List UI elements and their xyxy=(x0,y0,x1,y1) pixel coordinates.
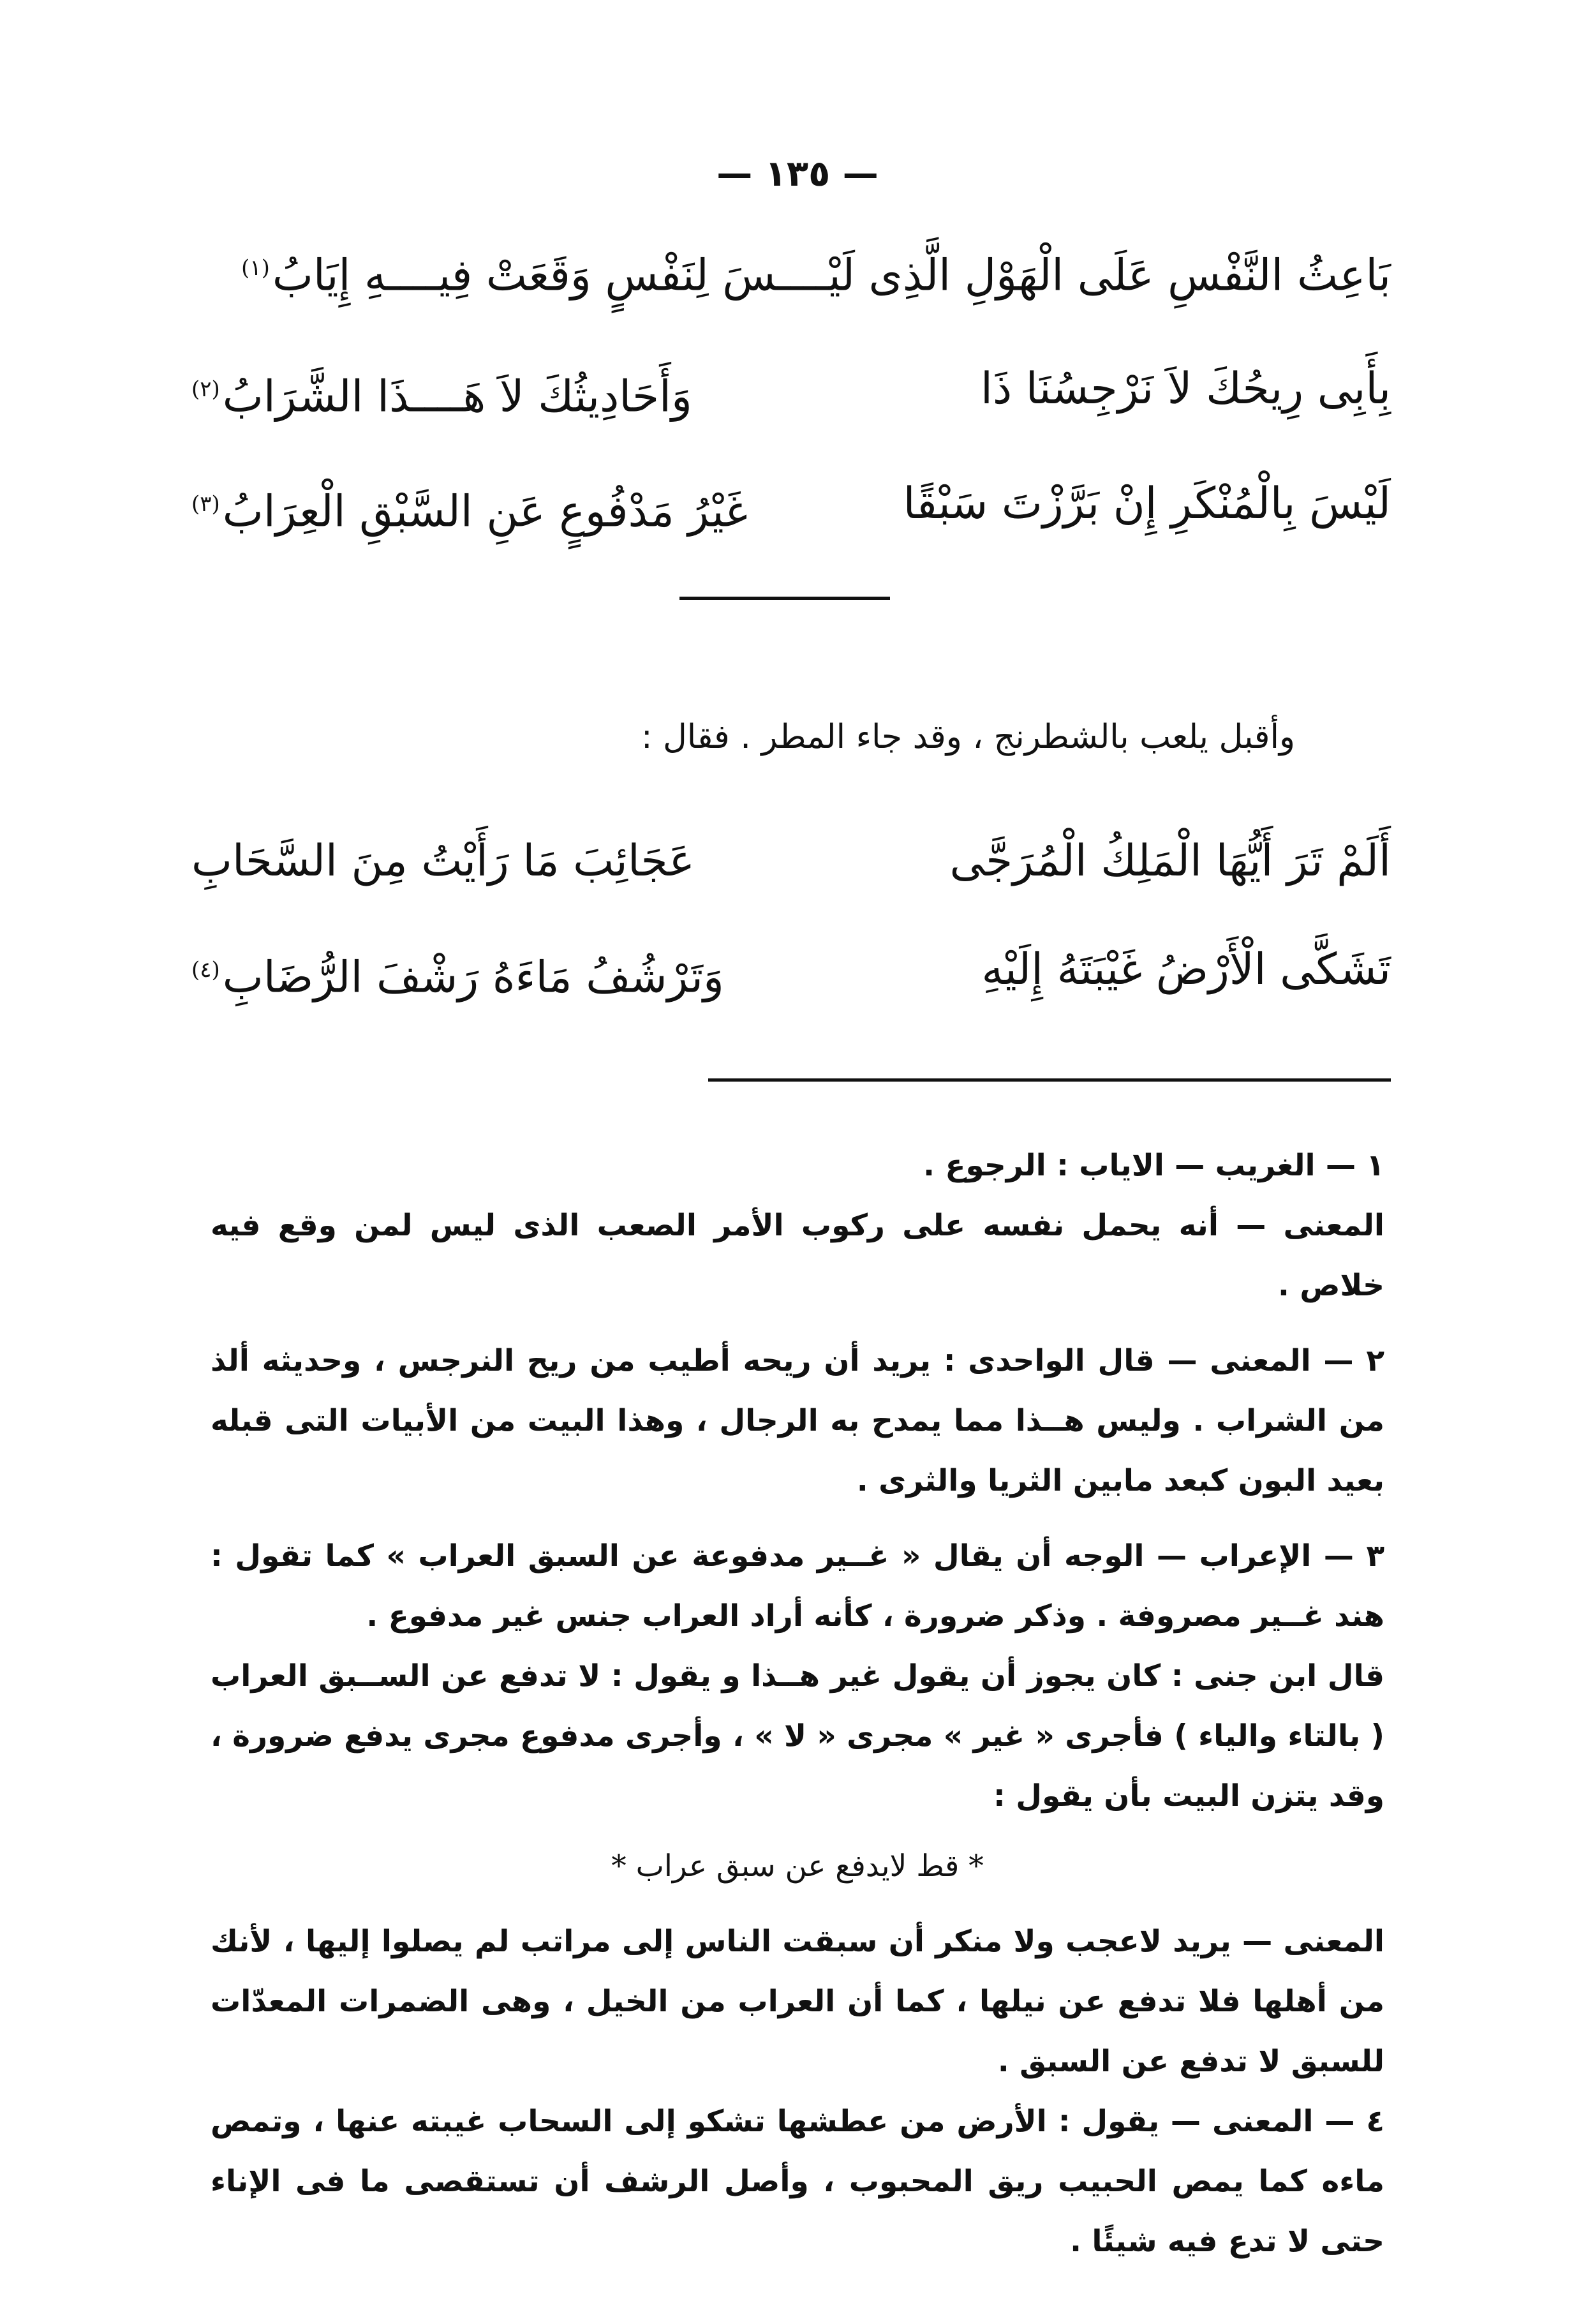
footnote-marker: (٣) xyxy=(191,491,220,517)
footnote-marker: (٢) xyxy=(191,376,220,402)
footnote-3-ibn-jinni: قال ابن جنى : كان يجوز أن يقول غير هــذا و يقول : لا تدفع عن الســبق العراب ( بالتاء والياء ) فأجرى « غير » مجرى « لا » ، وأجرى مدفوع مجرى يدفع ضرورة ، وقد يتزن البيت بأن يقول : xyxy=(211,1658,1384,1814)
verse-line xyxy=(191,230,1391,306)
quoted-hemistich: * قط لايدفع عن سبق عراب * xyxy=(611,1849,984,1884)
verse-second-hemistich-text: وَأَحَادِيثُكَ لاَ هَــــذَا الشَّرَابُ xyxy=(222,371,692,422)
verse-second-hemistich: عَجَائِبَ مَا رَأَيْتُ مِنَ السَّحَابِ xyxy=(191,836,695,886)
page-number: — ١٣٥ — xyxy=(716,153,879,195)
verse-first-hemistich: بِأَبِى رِيحُكَ لاَ نَرْجِسُنَا ذَا xyxy=(980,364,1391,414)
verse-line xyxy=(191,466,1391,542)
verse-line xyxy=(191,932,1391,1008)
footnote-marker: (١) xyxy=(241,255,270,281)
footnote-1-gloss: ١ — الغريب — الاياب : الرجوع . xyxy=(923,1148,1384,1183)
footnote-3-meaning: المعنى — يريد لاعجب ولا منكر أن سبقت الناس إلى مراتب لم يصلوا إليها ، لأنك من أهلها فلا تدفع عن نيلها ، كما أن العراب من الخيل ، وهى الضمرات المعدّات للسبق لا تدفع عن السبق . xyxy=(211,1924,1384,2079)
verse-second-hemistich xyxy=(191,351,692,436)
poem-block-2 xyxy=(191,823,1391,1027)
verse-second-hemistich xyxy=(191,932,724,1017)
verse-first-hemistich: لَيْسَ بِالْمُنْكَرِ إِنْ بَرَّزْتَ سَبْقًا xyxy=(903,479,1391,529)
footnote-3: ٣ — الإعراب — الوجه أن يقال « غــير مدفوعة عن السبق العراب » كما تقول : هند غــير مصروفة . وذكر ضرورة ، كأنه أراد العراب جنس غير مدفوع . xyxy=(211,1538,1384,1634)
verse-second-hemistich-text: غَيْرُ مَدْفُوعٍ عَنِ السَّبْقِ الْعِرَابُ xyxy=(222,486,748,537)
footnote-marker: (٤) xyxy=(191,957,220,983)
footnote-2: ٢ — المعنى — قال الواحدى : يريد أن ريحه أطيب من ريح النرجس ، وحديثه ألذ من الشراب . وليس هــذا مما يمدح به الرجال ، وهذا البيت من الأبيات التى قبله بعيد البون كبعد مابين الثريا والثرى . xyxy=(211,1343,1384,1498)
verse-second-hemistich xyxy=(191,466,748,551)
poem-block-1 xyxy=(191,230,1391,562)
footnote-divider xyxy=(708,1078,1391,1082)
verse-first-hemistich: أَلَمْ تَرَ أَيُّهَا الْمَلِكُ الْمُرَجَّى xyxy=(949,836,1391,886)
verse-first-hemistich: تَشَكَّى الْأَرْضُ غَيْبَتَهُ إِلَيْهِ xyxy=(981,944,1391,995)
section-divider xyxy=(679,597,890,600)
footnotes xyxy=(211,1136,1384,2272)
intro-line: وأقبل يلعب بالشطرنج ، وقد جاء المطر . فقال : xyxy=(641,718,1295,756)
verse-text xyxy=(241,230,1391,315)
verse-first-hemistich: بَاعِثُ النَّفْسِ عَلَى الْهَوْلِ الَّذِى لَيْــــسَ لِنَفْسٍ وَقَعَتْ فِيــــهِ إِيَابُ xyxy=(272,250,1391,301)
verse-second-hemistich-text: وَتَرْشُفُ مَاءَهُ رَشْفَ الرُّضَابِ xyxy=(222,952,724,1003)
verse-line xyxy=(191,823,1391,900)
footnote-4: ٤ — المعنى — يقول : الأرض من عطشها تشكو إلى السحاب غيبته عنها ، وتمص ماءه كما يمص الحبيب ريق المحبوب ، وأصل الرشف أن تستقصى ما فى الإناء حتى لا تدع فيه شيئًا . xyxy=(211,2104,1384,2259)
footnote-1-meaning: المعنى — أنه يحمل نفسه على ركوب الأمر الصعب الذى ليس لمن وقع فيه خلاص . xyxy=(211,1208,1384,1303)
verse-line xyxy=(191,351,1391,428)
